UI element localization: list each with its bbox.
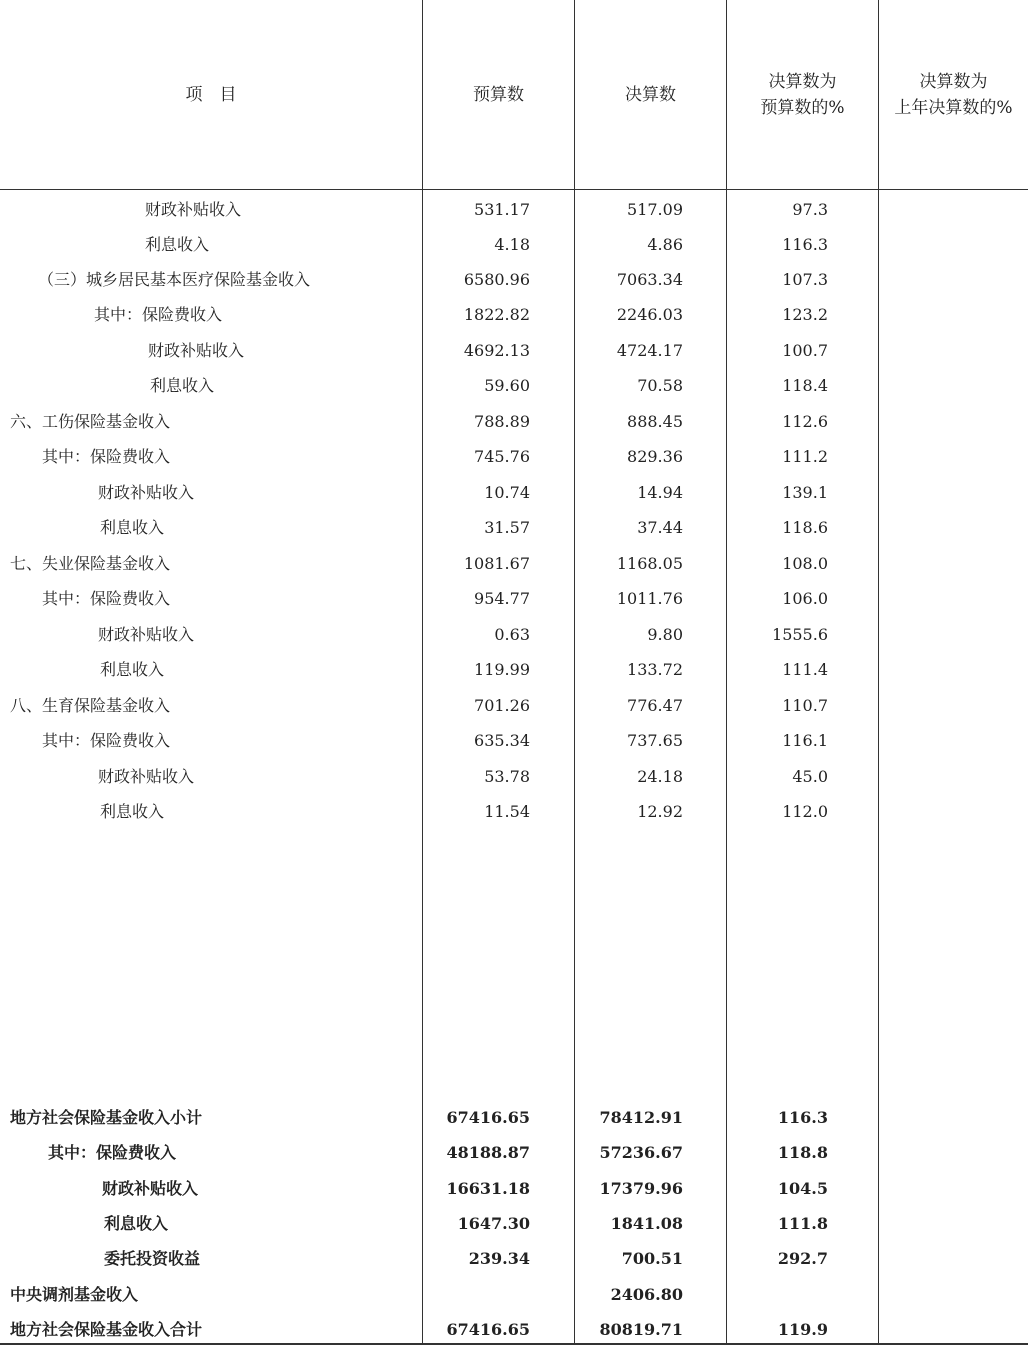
final-cell: 4724.17 xyxy=(616,341,683,360)
budget-cell: 1081.67 xyxy=(463,554,530,573)
budget-cell: 239.34 xyxy=(468,1249,530,1268)
pct-cell: 118.8 xyxy=(777,1143,828,1162)
final-cell: 7063.34 xyxy=(616,270,683,289)
pct-cell: 119.9 xyxy=(777,1320,828,1339)
summary-row xyxy=(0,1135,1028,1170)
budget-cell: 1647.30 xyxy=(457,1214,530,1233)
final-cell: 78412.91 xyxy=(599,1108,683,1127)
final-cell: 9.80 xyxy=(647,625,683,644)
pct-cell: 116.3 xyxy=(777,1108,828,1127)
item-cell: 财政补贴收入 xyxy=(145,200,242,219)
final-cell: 133.72 xyxy=(627,660,683,679)
item-cell: 财政补贴收入 xyxy=(98,483,195,502)
budget-cell: 954.77 xyxy=(474,589,530,608)
final-cell: 776.47 xyxy=(627,696,683,715)
budget-cell: 67416.65 xyxy=(446,1320,530,1339)
budget-cell: 6580.96 xyxy=(463,270,530,289)
budget-cell: 788.89 xyxy=(474,412,530,431)
budget-cell: 635.34 xyxy=(474,731,530,750)
pct-cell: 116.3 xyxy=(782,235,828,254)
header-pct-budget-line2: 预算数的% xyxy=(760,97,845,118)
table-row xyxy=(0,546,1028,581)
final-cell: 80819.71 xyxy=(599,1320,683,1339)
final-cell: 700.51 xyxy=(621,1249,683,1268)
final-cell: 24.18 xyxy=(637,767,683,786)
table-row xyxy=(0,475,1028,510)
total-row xyxy=(0,1312,1028,1347)
summary-row xyxy=(0,1277,1028,1312)
header-budget xyxy=(423,0,574,189)
header-budget-label: 预算数 xyxy=(473,84,524,105)
item-cell: 其中：保险费收入 xyxy=(94,305,223,324)
item-cell: 八、生育保险基金收入 xyxy=(10,696,171,715)
pct-cell: 139.1 xyxy=(782,483,828,502)
table-row xyxy=(0,333,1028,368)
header-pct-prev-line1: 决算数为 xyxy=(919,71,988,92)
table-row xyxy=(0,688,1028,723)
item-cell: 委托投资收益 xyxy=(104,1249,201,1268)
pct-cell: 106.0 xyxy=(782,589,828,608)
budget-cell: 0.63 xyxy=(494,625,530,644)
budget-cell: 53.78 xyxy=(484,767,530,786)
pct-cell: 292.7 xyxy=(777,1249,828,1268)
pct-cell: 123.2 xyxy=(782,305,828,324)
pct-cell: 118.6 xyxy=(782,518,828,537)
table-row xyxy=(0,652,1028,687)
final-cell: 2246.03 xyxy=(616,305,683,324)
final-cell: 57236.67 xyxy=(599,1143,683,1162)
budget-cell: 4692.13 xyxy=(463,341,530,360)
item-cell: 地方社会保险基金收入合计 xyxy=(10,1320,203,1339)
pct-cell: 97.3 xyxy=(792,200,828,219)
final-cell: 12.92 xyxy=(637,802,683,821)
final-cell: 517.09 xyxy=(627,200,683,219)
header-rule xyxy=(0,189,1028,190)
table-row xyxy=(0,297,1028,332)
item-cell: 利息收入 xyxy=(100,518,165,537)
table-row xyxy=(0,759,1028,794)
final-cell: 17379.96 xyxy=(599,1179,683,1198)
final-cell: 888.45 xyxy=(627,412,683,431)
pct-cell: 111.8 xyxy=(777,1214,828,1233)
budget-cell: 745.76 xyxy=(474,447,530,466)
table-row xyxy=(0,581,1028,616)
item-cell: 其中：保险费收入 xyxy=(42,589,171,608)
budget-cell: 11.54 xyxy=(484,802,530,821)
item-cell: 利息收入 xyxy=(100,660,165,679)
final-cell: 1841.08 xyxy=(610,1214,683,1233)
item-cell: 财政补贴收入 xyxy=(102,1179,199,1198)
table-row xyxy=(0,439,1028,474)
item-cell: 地方社会保险基金收入小计 xyxy=(10,1108,203,1127)
table-row xyxy=(0,368,1028,403)
final-cell: 1011.76 xyxy=(616,589,683,608)
item-cell: 利息收入 xyxy=(104,1214,169,1233)
header-final xyxy=(575,0,726,189)
budget-cell: 1822.82 xyxy=(463,305,530,324)
final-cell: 14.94 xyxy=(637,483,683,502)
final-cell: 4.86 xyxy=(647,235,683,254)
pct-cell: 112.0 xyxy=(782,802,828,821)
pct-cell: 108.0 xyxy=(782,554,828,573)
header-final-label: 决算数 xyxy=(625,84,676,105)
pct-cell: 118.4 xyxy=(782,376,828,395)
summary-row xyxy=(0,1206,1028,1241)
table-row xyxy=(0,262,1028,297)
table-row xyxy=(0,617,1028,652)
table-row xyxy=(0,794,1028,829)
budget-cell: 4.18 xyxy=(494,235,530,254)
budget-cell: 67416.65 xyxy=(446,1108,530,1127)
pct-cell: 1555.6 xyxy=(772,625,828,644)
final-cell: 70.58 xyxy=(637,376,683,395)
item-cell: （三）城乡居民基本医疗保险基金收入 xyxy=(38,270,311,289)
item-cell: 七、失业保险基金收入 xyxy=(10,554,171,573)
pct-cell: 107.3 xyxy=(782,270,828,289)
pct-cell: 116.1 xyxy=(782,731,828,750)
budget-cell: 48188.87 xyxy=(446,1143,530,1162)
table-row xyxy=(0,404,1028,439)
pct-cell: 100.7 xyxy=(782,341,828,360)
table-row xyxy=(0,192,1028,227)
budget-cell: 119.99 xyxy=(474,660,530,679)
item-cell: 其中：保险费收入 xyxy=(42,447,171,466)
item-cell: 财政补贴收入 xyxy=(98,767,195,786)
item-cell: 利息收入 xyxy=(100,802,165,821)
budget-cell: 701.26 xyxy=(474,696,530,715)
item-cell: 其中：保险费收入 xyxy=(48,1143,177,1162)
table-row xyxy=(0,227,1028,262)
summary-row xyxy=(0,1241,1028,1276)
header-pct-budget xyxy=(727,0,878,189)
item-cell: 利息收入 xyxy=(150,376,215,395)
header-pct-budget-line1: 决算数为 xyxy=(768,71,837,92)
final-cell: 1168.05 xyxy=(616,554,683,573)
budget-cell: 10.74 xyxy=(484,483,530,502)
pct-cell: 104.5 xyxy=(777,1179,828,1198)
pct-cell: 112.6 xyxy=(782,412,828,431)
budget-cell: 31.57 xyxy=(484,518,530,537)
header-item xyxy=(0,0,422,189)
pct-cell: 45.0 xyxy=(792,767,828,786)
final-cell: 37.44 xyxy=(637,518,683,537)
item-cell: 财政补贴收入 xyxy=(148,341,245,360)
header-pct-prev-line2: 上年决算数的% xyxy=(894,97,1013,118)
item-cell: 其中：保险费收入 xyxy=(42,731,171,750)
final-cell: 737.65 xyxy=(627,731,683,750)
budget-cell: 16631.18 xyxy=(446,1179,530,1198)
item-cell: 利息收入 xyxy=(145,235,210,254)
header-item-label: 项 目 xyxy=(185,84,237,105)
header-pct-prev xyxy=(879,0,1028,189)
pct-cell: 111.4 xyxy=(782,660,828,679)
pct-cell: 110.7 xyxy=(782,696,828,715)
item-cell: 中央调剂基金收入 xyxy=(10,1285,139,1304)
table-row xyxy=(0,510,1028,545)
item-cell: 财政补贴收入 xyxy=(98,625,195,644)
budget-cell: 59.60 xyxy=(484,376,530,395)
summary-row xyxy=(0,1171,1028,1206)
final-cell: 829.36 xyxy=(627,447,683,466)
summary-row xyxy=(0,1100,1028,1135)
pct-cell: 111.2 xyxy=(782,447,828,466)
table-row xyxy=(0,723,1028,758)
final-cell: 2406.80 xyxy=(610,1285,683,1304)
budget-cell: 531.17 xyxy=(474,200,530,219)
item-cell: 六、工伤保险基金收入 xyxy=(10,412,171,431)
